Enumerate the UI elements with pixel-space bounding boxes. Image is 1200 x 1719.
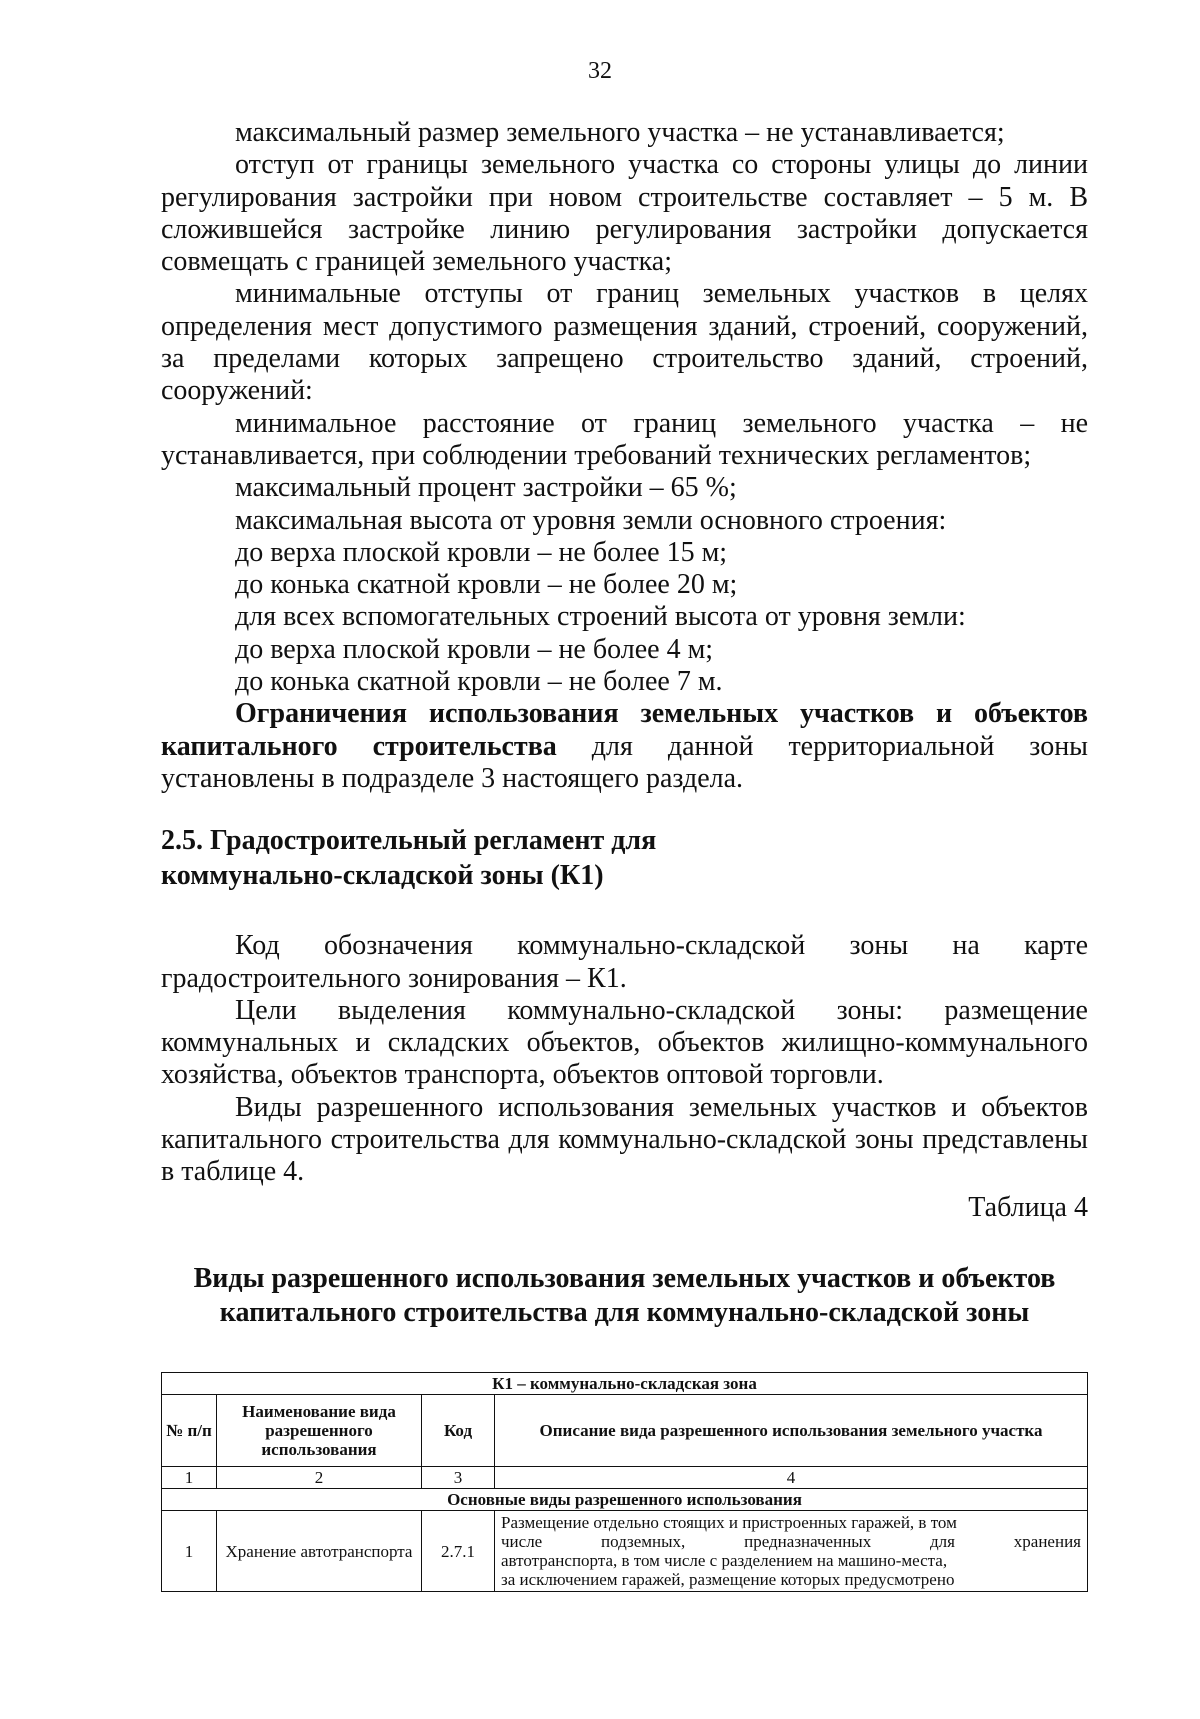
table-title-line-2: капитального строительства для коммунально-складской зоны bbox=[219, 1296, 1030, 1328]
column-number: 3 bbox=[422, 1467, 495, 1489]
section-heading-line-2: коммунально-складской зоны (К1) bbox=[161, 860, 604, 892]
page-number: 32 bbox=[588, 58, 612, 84]
paragraph: минимальные отступы от границ земельных участков в целях определения мест допустимого размещения зданий, строений, сооружений, за пределами которых запрещено строительство зданий, строений, сооружений: bbox=[161, 278, 1088, 407]
section-paragraph: Виды разрешенного использования земельных участков и объектов капитального строительства для коммунально-складской зоны представлены в таблице 4. bbox=[161, 1091, 1088, 1188]
paragraph: до конька скатной кровли – не более 20 м; bbox=[235, 569, 738, 601]
paragraph bbox=[161, 698, 1088, 795]
paragraph: до верха плоской кровли – не более 4 м; bbox=[235, 633, 714, 665]
row-description-line: автотранспорта, в том числе с разделением на машино-места, bbox=[501, 1551, 948, 1570]
row-description-line: числе подземных, предназначенных для хранения bbox=[501, 1532, 1081, 1551]
paragraph: максимальный размер земельного участка – не устанавливается; bbox=[235, 117, 1005, 148]
table-zone-header: К1 – коммунально-складская зона bbox=[162, 1373, 1088, 1395]
row-name: Хранение автотранспорта bbox=[217, 1511, 422, 1592]
section-paragraph: Код обозначения коммунально-складской зоны на карте градостроительного зонирования – К1. bbox=[161, 930, 1088, 994]
row-description-line: Размещение отдельно стоящих и пристроенных гаражей, в том bbox=[501, 1513, 957, 1532]
row-description bbox=[495, 1511, 1088, 1592]
table-caption: Таблица 4 bbox=[968, 1191, 1088, 1223]
paragraph: до верха плоской кровли – не более 15 м; bbox=[235, 536, 728, 568]
column-number: 2 bbox=[217, 1467, 422, 1489]
column-header-description: Описание вида разрешенного использования земельного участка bbox=[495, 1395, 1088, 1467]
section-heading bbox=[161, 823, 1088, 893]
table-group-header: Основные виды разрешенного использования bbox=[162, 1489, 1088, 1511]
table-title-line-1: Виды разрешенного использования земельных участков и объектов bbox=[193, 1262, 1056, 1294]
paragraph: максимальный процент застройки – 65 %; bbox=[235, 472, 737, 504]
table-row bbox=[162, 1511, 1088, 1592]
table-column-numbers-row bbox=[162, 1467, 1088, 1489]
table-header-row bbox=[162, 1395, 1088, 1467]
land-use-table bbox=[161, 1372, 1088, 1592]
row-number: 1 bbox=[162, 1511, 217, 1592]
section-heading-line-1: 2.5. Градостроительный регламент для bbox=[161, 825, 657, 857]
row-code: 2.7.1 bbox=[422, 1511, 495, 1592]
paragraph: для всех вспомогательных строений высота от уровня земли: bbox=[235, 601, 966, 633]
table-title bbox=[161, 1262, 1088, 1330]
paragraph: минимальное расстояние от границ земельного участка – не устанавливается, при соблюдении требований технических регламентов; bbox=[161, 407, 1088, 471]
column-header-number: № п/п bbox=[162, 1395, 217, 1467]
paragraph-rest: для данной территориальной зоны установлены в подразделе 3 настоящего раздела. bbox=[161, 730, 1088, 794]
column-number: 1 bbox=[162, 1467, 217, 1489]
column-number: 4 bbox=[495, 1467, 1088, 1489]
table-group-header-row bbox=[162, 1489, 1088, 1511]
paragraph: максимальная высота от уровня земли основного строения: bbox=[235, 504, 947, 536]
paragraph: отступ от границы земельного участка со стороны улицы до линии регулирования застройки при новом строительстве составляет – 5 м. В сложившейся застройке линию регулирования застройки допускается совмещать с границей земельного участка; bbox=[161, 149, 1088, 278]
bold-lead: Ограничения использования земельных участков и объектов капитального строительства bbox=[161, 698, 1088, 762]
section-paragraph: Цели выделения коммунально-складской зоны: размещение коммунальных и складских объектов, объектов жилищно-коммунального хозяйства, объектов транспорта, объектов оптовой торговли. bbox=[161, 994, 1088, 1091]
row-description-line: за исключением гаражей, размещение которых предусмотрено bbox=[501, 1570, 955, 1589]
document-body bbox=[161, 117, 1088, 1330]
paragraph: до конька скатной кровли – не более 7 м. bbox=[235, 666, 723, 698]
column-header-name: Наименование вида разрешенного использования bbox=[217, 1395, 422, 1467]
column-header-code: Код bbox=[422, 1395, 495, 1467]
table-zone-header-row bbox=[162, 1373, 1088, 1395]
